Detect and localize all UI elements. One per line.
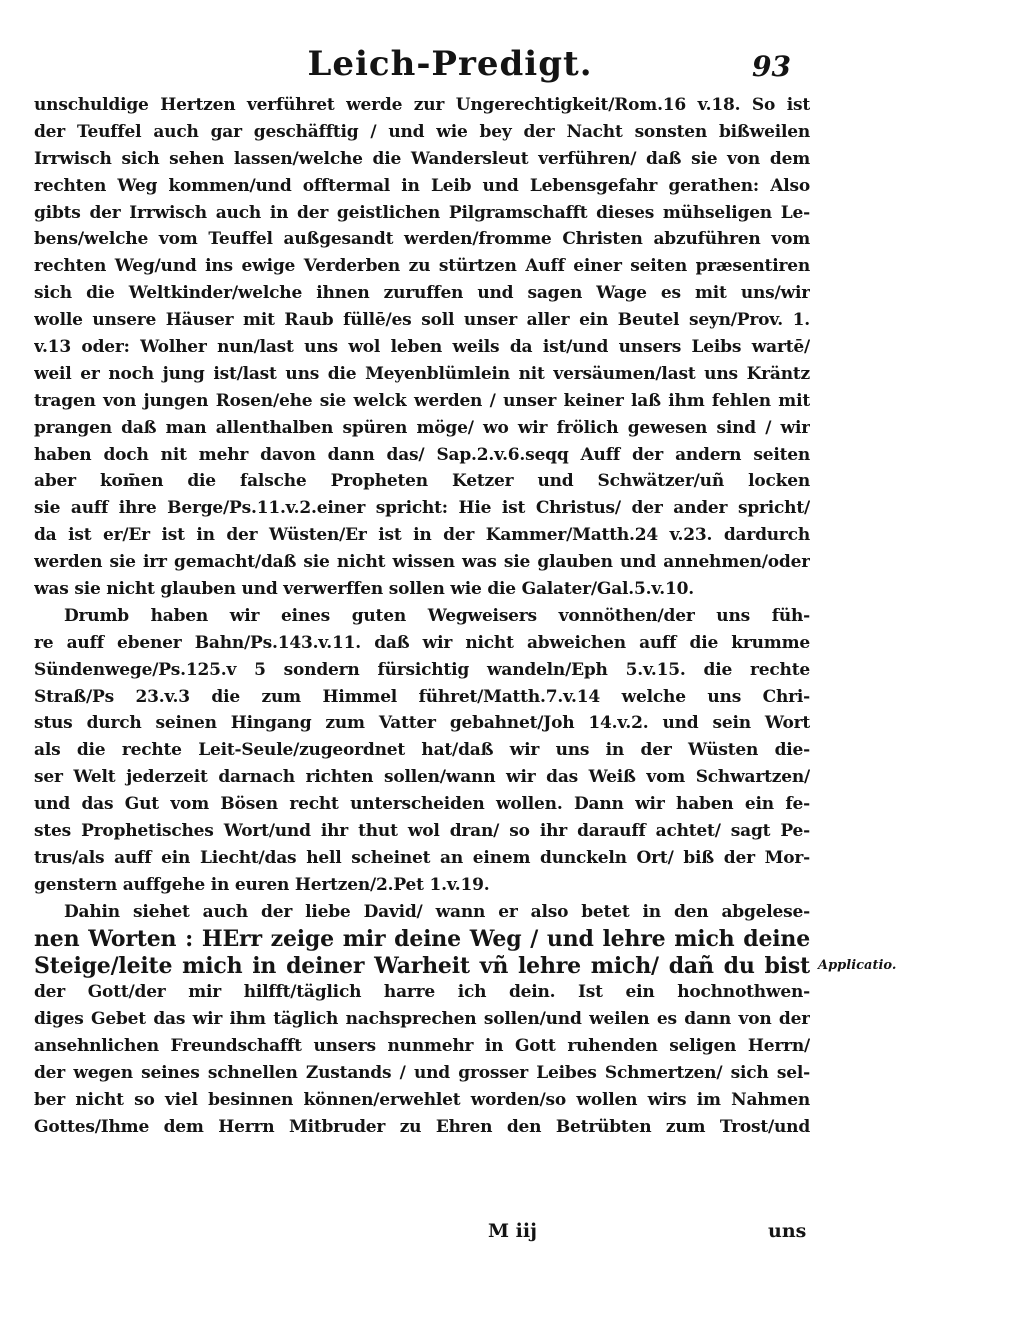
text-line: weil er noch jung ist/last uns die Meyenblümlein nit versäumen/last uns Kräntz [34, 363, 810, 384]
text-line: Gottes/Ihme dem Herrn Mitbruder zu Ehren den Betrübten zum Trost/und [34, 1116, 810, 1137]
text-line: sich die Weltkinder/welche ihnen zuruffen und sagen Wage es mit uns/wir [34, 283, 810, 304]
text-line: sie auff ihre Berge/Ps.11.v.2.einer spricht: Hie ist Christus/ der ander spricht/ [34, 498, 810, 519]
text-line: der Gott/der mir hilfft/täglich harre ich dein. Ist ein hochnothwen- [34, 982, 810, 1003]
text-line: prangen daß man allenthalben spüren möge/ wo wir frölich gewesen sind / wir [34, 417, 810, 438]
text-line: was sie nicht glauben und verwerffen sollen wie die Galater/Gal.5.v.10. [34, 579, 694, 600]
text-line: nen Worten : HErr zeige mir deine Weg / und lehre mich deine [34, 925, 810, 952]
text-line: Dahin siehet auch der liebe David/ wann er also betet in den abgelese- [64, 901, 810, 922]
signature-mark: M iij [488, 1220, 537, 1242]
text-line: haben doch nit mehr davon dann das/ Sap.2.v.6.seqq Auff der andern seiten [34, 444, 810, 465]
page-number: 93 [752, 50, 791, 83]
text-line: ser Welt jederzeit darnach richten sollen/wann wir das Weiß vom Schwartzen/ [34, 767, 810, 788]
text-line: rechten Weg kommen/und offtermal in Leib und Lebensgefahr gerathen: Also [34, 175, 810, 196]
text-line: Drumb haben wir eines guten Wegweisers vonnöthen/der uns füh- [64, 605, 810, 626]
text-line: stes Prophetisches Wort/und ihr thut wol dran/ so ihr darauff achtet/ sagt Pe- [34, 821, 810, 842]
text-line: re auff ebener Bahn/Ps.143.v.11. daß wir nicht abweichen auff die krumme [34, 632, 810, 653]
catchword: uns [768, 1220, 807, 1242]
text-line: v.13 oder: Wolher nun/last uns wol leben weils da ist/und unsers Leibs wartē/ [34, 337, 810, 358]
text-line: wolle unsere Häuser mit Raub füllē/es soll unser aller ein Beutel seyn/Prov. 1. [34, 310, 810, 331]
text-line: werden sie irr gemacht/daß sie nicht wissen was sie glauben und annehmen/oder [34, 552, 810, 573]
text-line: Sündenwege/Ps.125.v 5 sondern fürsichtig wandeln/Eph 5.v.15. die rechte [34, 659, 810, 680]
text-line: stus durch seinen Hingang zum Vatter gebahnet/Joh 14.v.2. und sein Wort [34, 713, 810, 734]
text-line: da ist er/Er ist in der Wüsten/Er ist in der Kammer/Matth.24 v.23. dardurch [34, 525, 810, 546]
text-line: der wegen seines schnellen Zustands / und grosser Leibes Schmertzen/ sich sel- [34, 1063, 810, 1084]
text-line: unschuldige Hertzen verführet werde zur Ungerechtigkeit/Rom.16 v.18. So ist [34, 95, 810, 115]
text-line: aber kom̄en die falsche Propheten Ketzer und Schwätzer/uñ locken [34, 471, 810, 492]
text-line: diges Gebet das wir ihm täglich nachsprechen sollen/und weilen es dann von der [34, 1009, 810, 1030]
text-line: gibts der Irrwisch auch in der geistlichen Pilgramschafft dieses mühseligen Le- [34, 202, 810, 223]
text-line: und das Gut vom Bösen recht unterscheiden wollen. Dann wir haben ein fe- [34, 794, 810, 815]
text-line: als die rechte Leit-Seule/zugeordnet hat/daß wir uns in der Wüsten die- [34, 740, 810, 761]
text-line: bens/welche vom Teuffel außgesandt werden/fromme Christen abzuführen vom [34, 229, 810, 250]
text-line: tragen von jungen Rosen/ehe sie welck werden / unser keiner laß ihm fehlen mit [34, 390, 810, 411]
page-footer [0, 1220, 1024, 1250]
text-line: der Teuffel auch gar geschäfftig / und wie bey der Nacht sonsten bißweilen [34, 121, 810, 142]
text-line: ansehnlichen Freundschafft unsers nunmehr in Gott ruhenden seligen Herrn/ [34, 1036, 810, 1057]
page-header [0, 44, 1024, 88]
text-line: Straß/Ps 23.v.3 die zum Himmel führet/Matth.7.v.14 welche uns Chri- [34, 686, 810, 707]
text-line: genstern auffgehe in euren Hertzen/2.Pet 1.v.19. [34, 874, 490, 895]
text-line: trus/als auff ein Liecht/das hell scheinet an einem dunckeln Ort/ biß der Mor- [34, 847, 810, 868]
running-head: Leich-Predigt. [307, 44, 593, 84]
text-line: ber nicht so viel besinnen können/erwehlet worden/so wollen wirs im Nahmen [34, 1089, 810, 1110]
text-line: Irrwisch sich sehen lassen/welche die Wandersleut verführen/ daß sie von dem [34, 148, 810, 169]
text-line: Steige/leite mich in deiner Warheit vñ lehre mich/ dañ du bist [34, 952, 810, 979]
marginal-note: Applicatio. [818, 958, 897, 973]
text-line: rechten Weg/und ins ewige Verderben zu stürtzen Auff einer seiten præsentiren [34, 256, 810, 277]
body-text [34, 92, 810, 1141]
